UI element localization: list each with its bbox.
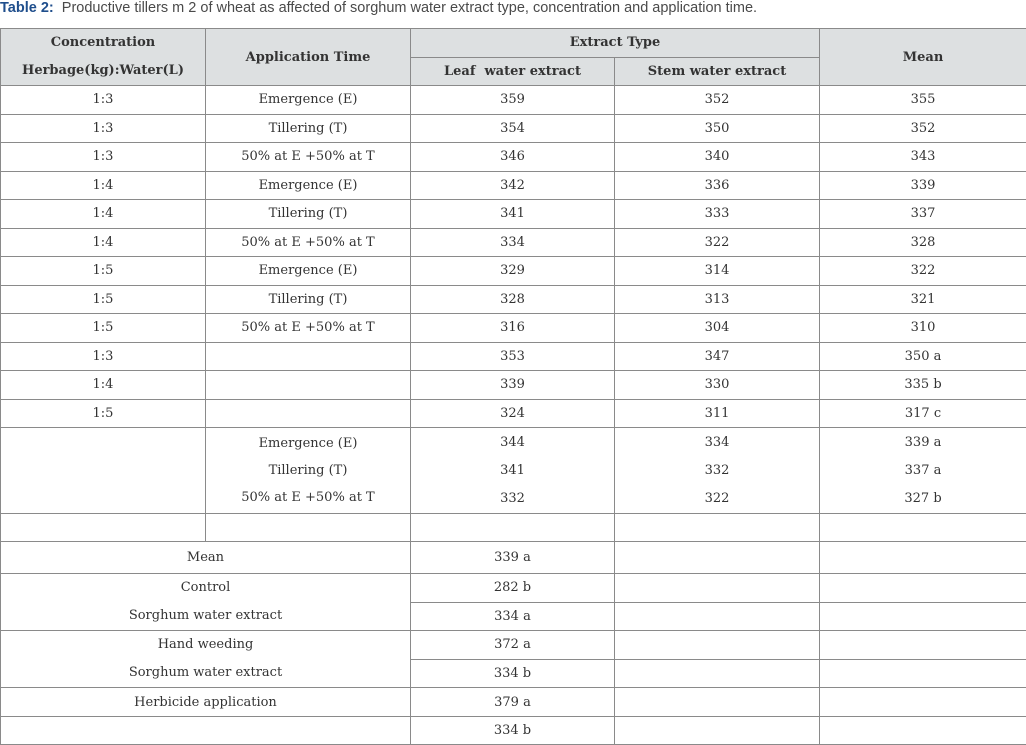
footer-control-value: 282 b [411, 574, 615, 603]
cell-time: 50% at E +50% at T [206, 143, 411, 172]
cell-conc: 1:4 [1, 171, 206, 200]
cell-empty [411, 514, 615, 542]
header-concentration [1, 29, 206, 86]
cell-conc: 1:5 [1, 314, 206, 343]
cell-time: Emergence (E) [206, 257, 411, 286]
conc-mean-row [1, 371, 1026, 400]
cell-empty [206, 342, 411, 371]
cell-time: Tillering (T) [206, 285, 411, 314]
cell-leaf: 328 [411, 285, 615, 314]
cell-leaf: 316 [411, 314, 615, 343]
cell-empty [615, 602, 820, 631]
table-row [1, 314, 1026, 343]
cell-stem: 314 [615, 257, 820, 286]
cell-stem: 313 [615, 285, 820, 314]
cell-empty [820, 717, 1026, 745]
cell-mean: 350 a [820, 342, 1026, 371]
cell-empty [820, 514, 1026, 542]
cell-conc: 1:4 [1, 200, 206, 229]
footer-herbicide-label: Herbicide application [1, 688, 411, 717]
stem-value-2: 332 [615, 457, 819, 485]
cell-empty [820, 574, 1026, 603]
time-label-2: Tillering (T) [206, 457, 410, 484]
table-row [1, 200, 1026, 229]
cell-empty [820, 542, 1026, 574]
cell-leaf: 324 [411, 399, 615, 428]
cell-leaf: 353 [411, 342, 615, 371]
footer-hand-weeding-label: Hand weeding [1, 631, 410, 659]
cell-mean: 339 [820, 171, 1026, 200]
footer-control-label: Control [1, 574, 410, 602]
data-table [0, 28, 1026, 745]
cell-stem: 330 [615, 371, 820, 400]
blank-row [1, 514, 1026, 542]
conc-mean-row [1, 399, 1026, 428]
time-mean-row [1, 428, 1026, 514]
footer-swe2-label: Sorghum water extract [1, 659, 410, 687]
mean-value-3: 327 b [820, 485, 1026, 513]
mean-value-2: 337 a [820, 457, 1026, 485]
cell-empty [1, 428, 206, 514]
header-leaf-extract: Leaf water extract [411, 57, 615, 86]
cell-empty [615, 574, 820, 603]
table-caption [0, 0, 757, 18]
cell-empty [615, 659, 820, 688]
cell-stem: 304 [615, 314, 820, 343]
caption-label: Table 2: [0, 0, 54, 16]
footer-swe1-value: 334 a [411, 602, 615, 631]
cell-empty [820, 631, 1026, 660]
cell-time: Emergence (E) [206, 171, 411, 200]
footer-control-group [1, 574, 411, 631]
footer-mean-value: 339 a [411, 542, 615, 574]
cell-mean: 317 c [820, 399, 1026, 428]
cell-stem: 350 [615, 114, 820, 143]
cell-conc: 1:5 [1, 257, 206, 286]
cell-mean: 335 b [820, 371, 1026, 400]
mean-value-1: 339 a [820, 429, 1026, 457]
header-mean: Mean [820, 29, 1026, 86]
table-row [1, 257, 1026, 286]
stem-value-3: 322 [615, 485, 819, 513]
cell-leaf: 339 [411, 371, 615, 400]
stem-value-1: 334 [615, 429, 819, 457]
conc-mean-row [1, 342, 1026, 371]
cell-empty [615, 631, 820, 660]
cell-mean: 337 [820, 200, 1026, 229]
footer-swe1-label: Sorghum water extract [1, 602, 410, 630]
header-extract-type: Extract Type [411, 29, 820, 58]
footer-row [1, 717, 1026, 745]
cell-empty [1, 717, 411, 745]
cell-stem-group [615, 428, 820, 514]
cell-mean: 321 [820, 285, 1026, 314]
cell-mean: 328 [820, 228, 1026, 257]
table-row [1, 114, 1026, 143]
footer-last-value: 334 b [411, 717, 615, 745]
cell-leaf: 341 [411, 200, 615, 229]
table-row [1, 228, 1026, 257]
footer-swe2-value: 334 b [411, 659, 615, 688]
cell-empty [820, 688, 1026, 717]
cell-empty [615, 688, 820, 717]
cell-mean: 322 [820, 257, 1026, 286]
cell-conc: 1:5 [1, 399, 206, 428]
footer-row [1, 574, 1026, 603]
table-row [1, 285, 1026, 314]
caption-text: Productive tillers m 2 of wheat as affected of sorghum water extract type, concentration and application time. [62, 0, 757, 16]
cell-leaf-group [411, 428, 615, 514]
cell-mean: 355 [820, 86, 1026, 115]
footer-herbicide-value: 379 a [411, 688, 615, 717]
footer-row [1, 688, 1026, 717]
cell-stem: 340 [615, 143, 820, 172]
cell-empty [206, 371, 411, 400]
cell-empty [615, 514, 820, 542]
table-row [1, 86, 1026, 115]
cell-leaf: 359 [411, 86, 615, 115]
cell-time: Emergence (E) [206, 86, 411, 115]
cell-stem: 322 [615, 228, 820, 257]
footer-mean-label: Mean [1, 542, 411, 574]
cell-mean: 310 [820, 314, 1026, 343]
cell-leaf: 334 [411, 228, 615, 257]
cell-empty [615, 542, 820, 574]
cell-mean-group [820, 428, 1026, 514]
cell-stem: 311 [615, 399, 820, 428]
cell-empty [1, 514, 206, 542]
cell-stem: 352 [615, 86, 820, 115]
cell-empty [820, 659, 1026, 688]
header-application-time: Application Time [206, 29, 411, 86]
cell-time: 50% at E +50% at T [206, 314, 411, 343]
leaf-value-1: 344 [411, 429, 614, 457]
footer-hand-weeding-group [1, 631, 411, 688]
cell-stem: 347 [615, 342, 820, 371]
footer-mean-row [1, 542, 1026, 574]
cell-leaf: 329 [411, 257, 615, 286]
cell-stem: 333 [615, 200, 820, 229]
leaf-value-2: 341 [411, 457, 614, 485]
header-stem-extract: Stem water extract [615, 57, 820, 86]
time-label-1: Emergence (E) [206, 430, 410, 457]
cell-conc: 1:3 [1, 86, 206, 115]
cell-stem: 336 [615, 171, 820, 200]
header-concentration-line1: Concentration [1, 29, 205, 57]
cell-conc: 1:3 [1, 143, 206, 172]
table-row [1, 171, 1026, 200]
cell-time: Tillering (T) [206, 200, 411, 229]
cell-time: Tillering (T) [206, 114, 411, 143]
footer-hand-weeding-value: 372 a [411, 631, 615, 660]
cell-empty [820, 602, 1026, 631]
cell-conc: 1:3 [1, 342, 206, 371]
cell-time: 50% at E +50% at T [206, 228, 411, 257]
header-concentration-line2: Herbage(kg):Water(L) [1, 57, 205, 85]
cell-mean: 352 [820, 114, 1026, 143]
cell-conc: 1:3 [1, 114, 206, 143]
cell-conc: 1:5 [1, 285, 206, 314]
time-label-3: 50% at E +50% at T [206, 484, 410, 511]
cell-time-group [206, 428, 411, 514]
cell-leaf: 354 [411, 114, 615, 143]
cell-conc: 1:4 [1, 371, 206, 400]
leaf-value-3: 332 [411, 485, 614, 513]
cell-conc: 1:4 [1, 228, 206, 257]
cell-leaf: 346 [411, 143, 615, 172]
cell-leaf: 342 [411, 171, 615, 200]
cell-empty [206, 399, 411, 428]
footer-row [1, 631, 1026, 660]
cell-empty [615, 717, 820, 745]
table-row [1, 143, 1026, 172]
cell-empty [206, 514, 411, 542]
cell-mean: 343 [820, 143, 1026, 172]
